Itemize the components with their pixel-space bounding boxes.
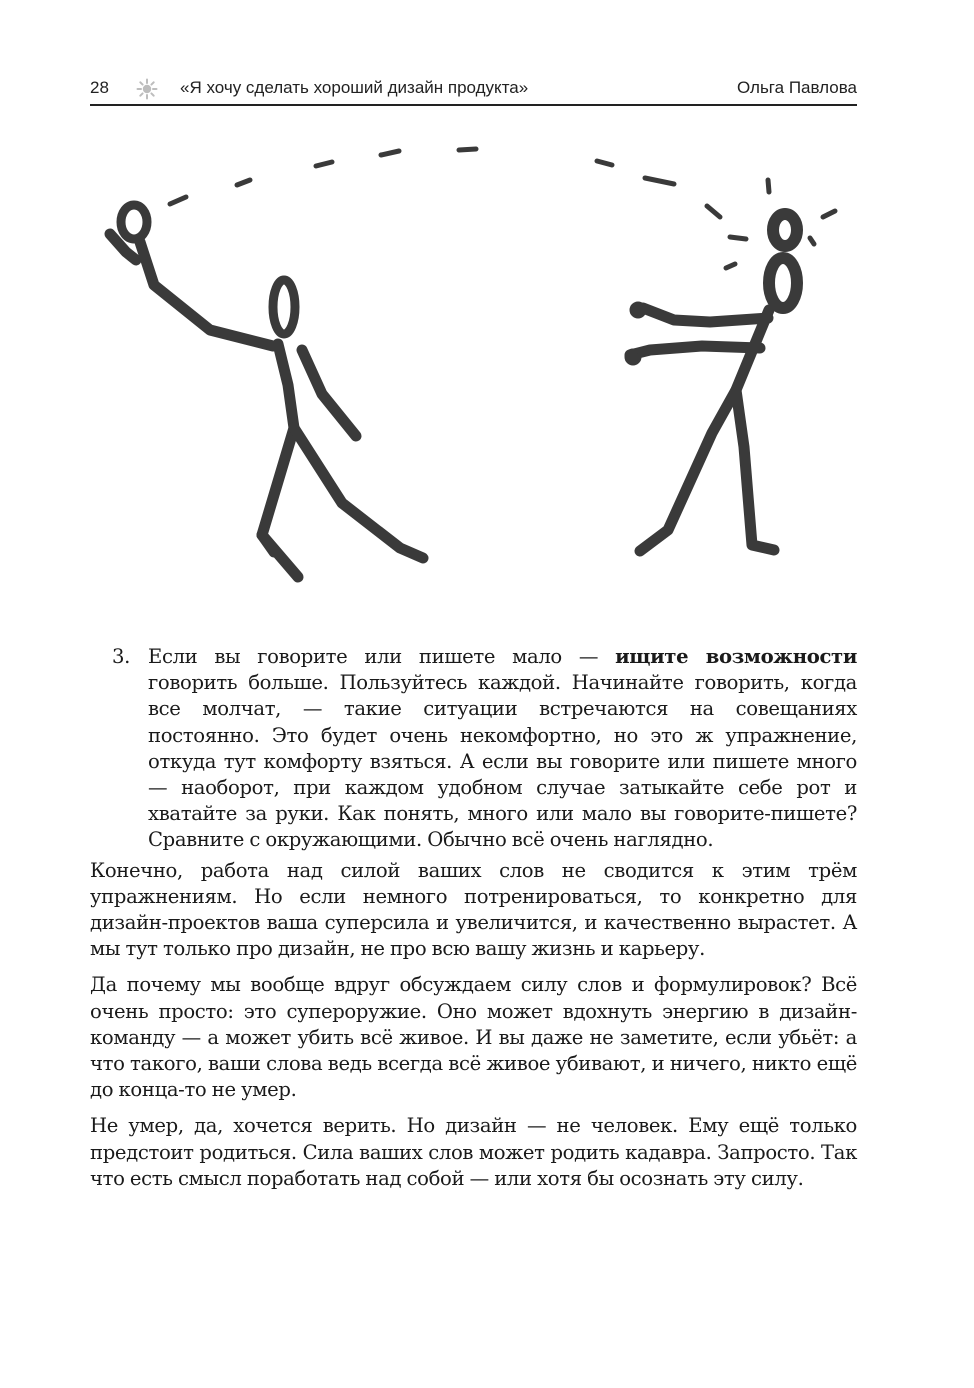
sun-icon — [136, 78, 158, 100]
trajectory-dashes — [170, 149, 835, 268]
stick-figures-throwing-ball-illustration — [90, 140, 857, 600]
page-body — [90, 644, 857, 1202]
book-title: «Я хочу сделать хороший дизайн продукта» — [180, 78, 529, 97]
paragraph-1: Конечно, работа над силой ваших слов не сводится к этим трём упражнениям. Но если немного потренироваться, то конкретно для дизайн-проектов ваша суперсила и увеличится, и качественно вырастет. А мы тут только про дизайн, не про всю вашу жизнь и карьеру. — [90, 858, 857, 961]
list-item-bold-phrase: ищите возможности — [615, 645, 857, 668]
right-stick-figure — [626, 214, 797, 551]
list-item-text-start: Если вы говорите или пишете мало — — [148, 645, 616, 668]
list-item-text-end: говорить больше. Пользуйтесь каждой. Начинайте говорить, когда все молчат, — такие ситуации встречаются на совещаниях постоянно. Это будет очень некомфортно, но это ж упражнение, откуда тут комфорту взяться. А если вы говорите или пишете много — наоборот, при каждом удобном случае затыкайте себе рот и хватайте за руки. Как понять, много или мало вы говорите-пишете? Сравните с окружающими. Обычно всё очень наглядно. — [148, 671, 857, 852]
page-number: 28 — [90, 78, 109, 97]
list-item-number: 3. — [112, 645, 130, 668]
paragraph-2: Да почему мы вообще вдруг обсуждаем силу слов и формулировок? Всё очень просто: это супероружие. Оно может вдохнуть энергию в дизайн-команду — а может убить всё живое. И вы даже не заметите, если убьёт: а что такого, ваши слова ведь всегда всё живое убивают, и ничего, никто ещё до конца-то не умер. — [90, 973, 857, 1102]
author-name: Ольга Павлова — [737, 78, 857, 97]
page-header — [90, 74, 857, 106]
left-stick-figure — [110, 205, 423, 577]
list-item-3 — [90, 644, 857, 854]
paragraph-3: Не умер, да, хочется верить. Но дизайн — не человек. Ему ещё только предстоит родиться. Сила ваших слов может родить кадавра. Запросто. Так что есть смысл поработать над собой — или хотя бы осознать эту силу. — [90, 1114, 857, 1190]
